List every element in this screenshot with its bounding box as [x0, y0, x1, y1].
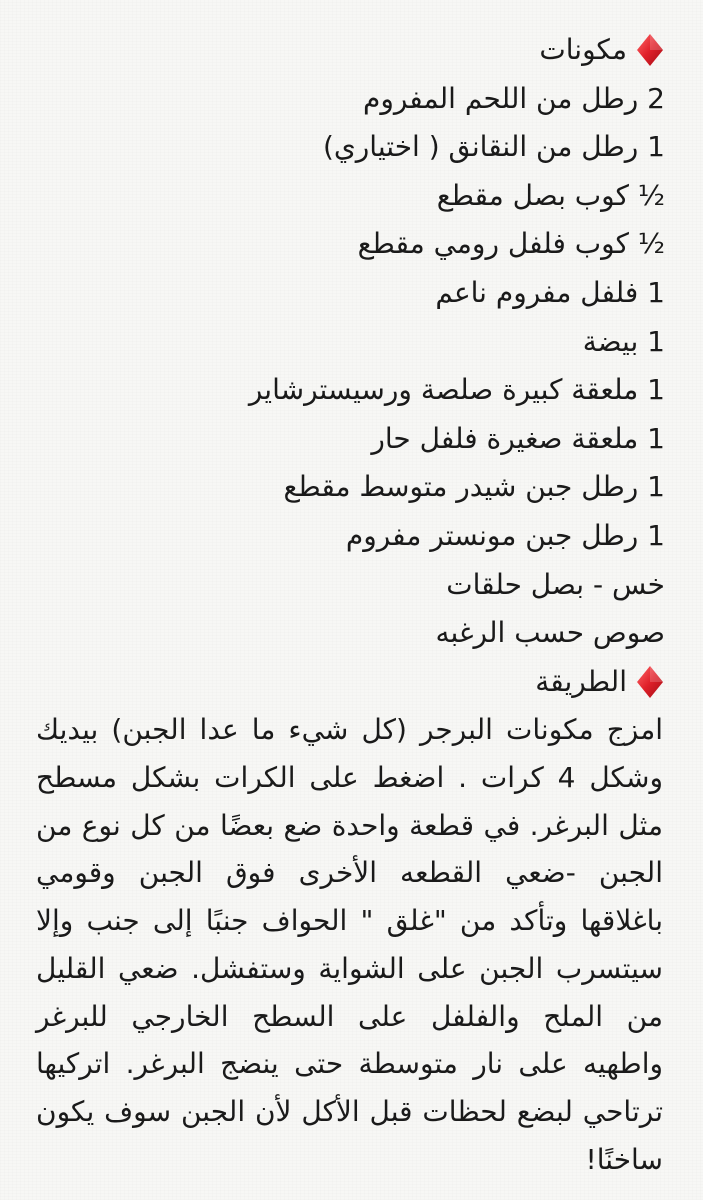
ingredient-item: 1 بيضة: [582, 324, 665, 358]
ingredient-item: ½ كوب فلفل رومي مقطع: [357, 227, 665, 261]
ingredient-item: 1 ملعقة كبيرة صلصة ورسيسترشاير: [248, 373, 665, 407]
ingredient-item: 1 فلفل مفروم ناعم: [435, 275, 665, 309]
red-diamond-icon: [635, 33, 665, 67]
ingredient-item: 1 رطل جبن شيدر متوسط مقطع: [283, 470, 665, 504]
ingredient-item: 1 رطل جبن مونستر مفروم: [345, 518, 665, 552]
method-heading-text: الطريقة: [535, 664, 627, 698]
ingredients-heading: [36, 26, 665, 75]
ingredient-item: 1 ملعقة صغيرة فلفل حار: [371, 421, 665, 455]
ingredient-item: 1 رطل من النقانق ( اختياري): [322, 130, 665, 164]
ingredients-heading-text: مكونات: [539, 33, 627, 66]
ingredient-item: صوص حسب الرغبه: [435, 616, 665, 650]
method-heading: [36, 658, 665, 707]
ingredient-item: 2 رطل من اللحم المفروم: [362, 81, 665, 115]
ingredient-item: ½ كوب بصل مقطع: [436, 178, 665, 212]
ingredient-item: خس - بصل حلقات: [446, 567, 665, 601]
red-diamond-icon: [635, 665, 665, 699]
method-paragraph: امزج مكونات البرجر (كل شيء ما عدا الجبن) بيديك وشكل 4 كرات . اضغط على الكرات بشكل مسطح مثل البرغر. في قطعة واحدة ضع بعضًا من كل نوع من الجبن -ضعي القطعه الأخرى فوق الجبن وقومي باغلاقها وتأكد من "غلق " الحواف جنبًا إلى جنب وإلا سيتسرب الجبن على الشواية وستفشل. ضعي القليل من الملح والفلفل على السطح الخارجي للبرغر واطهيه على نار متوسطة حتى ينضج البرغر. اتركيها ترتاحي لبضع لحظات قبل الأكل لأن الجبن سوف يكون ساخنًا!: [36, 713, 663, 1176]
